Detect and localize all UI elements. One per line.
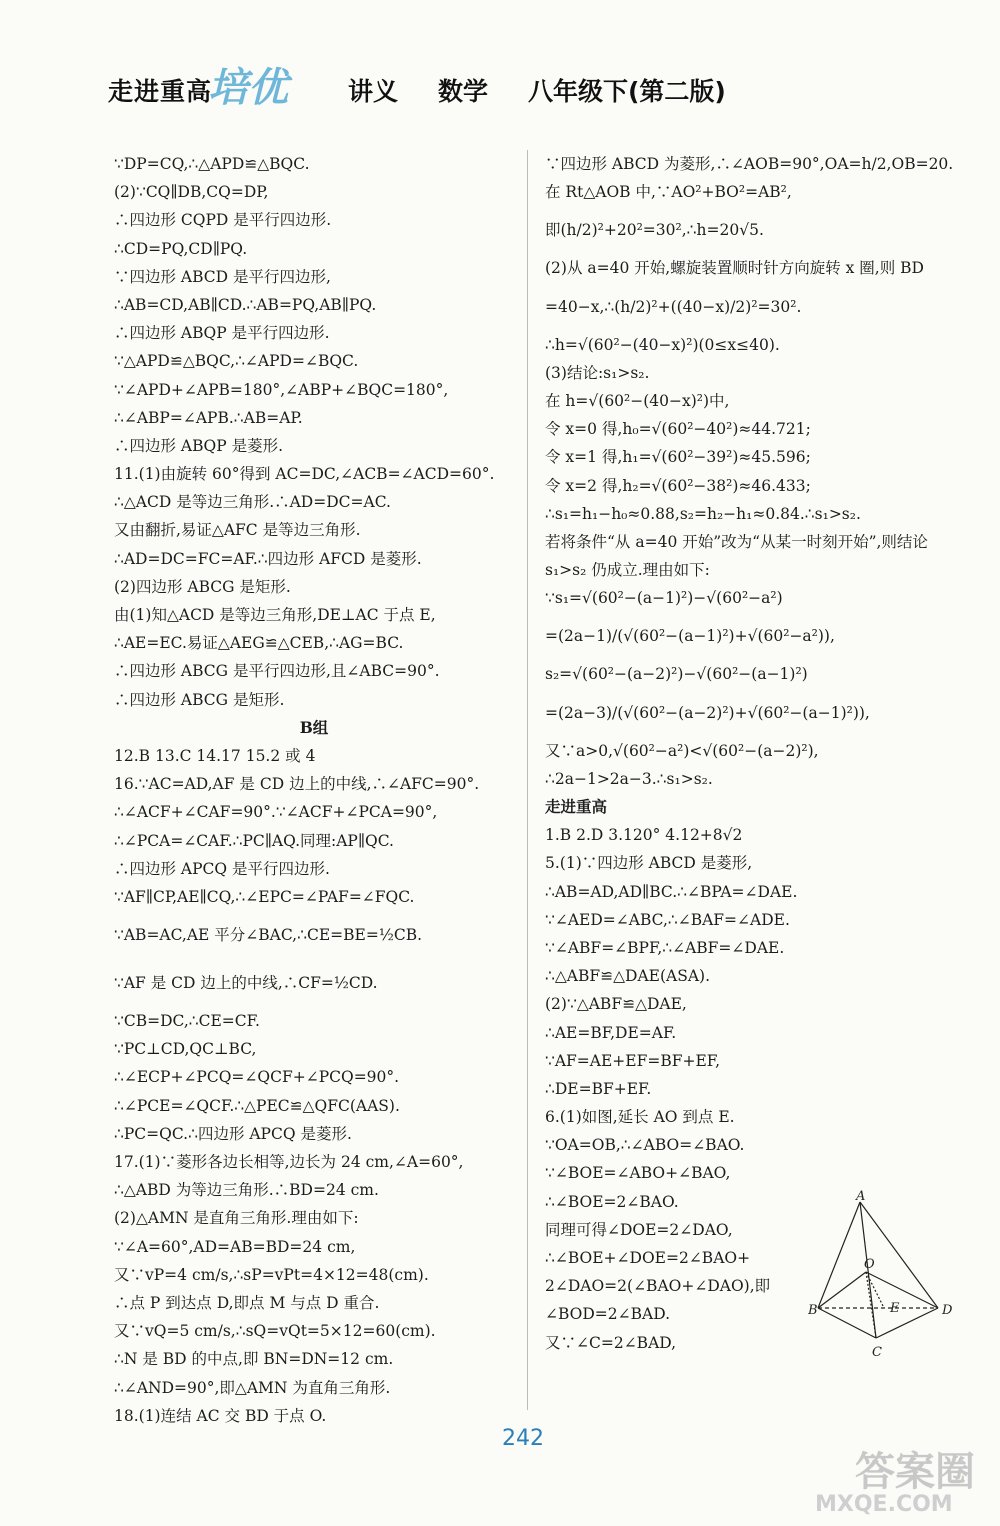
- answer-line: 又∵∠C=2∠BAD,: [545, 1333, 677, 1352]
- answer-line: 18.(1)连结 AC 交 BD 于点 O.: [114, 1406, 327, 1425]
- answer-line: =(2a−3)/(√(60²−(a−2)²)+√(60²−(a−1)²)),: [545, 703, 870, 722]
- answer-line: ∴AE=BF,DE=AF.: [545, 1023, 677, 1042]
- answer-line: 同理可得∠DOE=2∠DAO,: [545, 1220, 733, 1239]
- answer-line: ∴h=√(60²−(40−x)²)(0≤x≤40).: [545, 335, 780, 354]
- answer-line: 16.∵AC=AD,AF 是 CD 边上的中线,∴∠AFC=90°.: [114, 775, 480, 794]
- answer-line: ∴AD=DC=FC=AF.∴四边形 AFCD 是菱形.: [114, 549, 422, 568]
- edge-ad: [860, 1202, 938, 1308]
- label-c: C: [872, 1345, 882, 1360]
- answer-line: ∴四边形 ABQP 是平行四边形.: [114, 324, 330, 343]
- answer-line: =(2a−1)/(√(60²−(a−1)²)+√(60²−a²)),: [545, 627, 835, 646]
- answer-line: ∴N 是 BD 的中点,即 BN=DN=12 cm.: [114, 1350, 394, 1369]
- answer-line: 又∵vQ=5 cm/s,∴sQ=vQt=5×12=60(cm).: [114, 1322, 436, 1341]
- subject-label: 数学: [438, 77, 489, 106]
- watermark-url: MXQE.COM: [815, 1492, 953, 1517]
- answer-line: s₂=√(60²−(a−2)²)−√(60²−(a−1)²): [545, 665, 808, 684]
- answer-line: ∴∠PCA=∠CAF.∴PC∥AQ.同理:AP∥QC.: [114, 831, 394, 850]
- edge-bc: [818, 1308, 876, 1338]
- answer-line: 走进重高: [545, 797, 608, 816]
- answer-line: B组: [299, 717, 329, 737]
- answer-line: ∵∠BOE=∠ABO+∠BAO,: [545, 1164, 731, 1183]
- answer-line: (2)从 a=40 开始,螺旋装置顺时针方向旋转 x 圈,则 BD: [545, 259, 924, 278]
- answer-line: ∴∠BOE+∠DOE=2∠BAO+: [545, 1249, 751, 1267]
- watermark-logo: [815, 1440, 995, 1520]
- answer-line: ∵△APD≌△BQC,∴∠APD=∠BQC.: [114, 352, 359, 371]
- edge-od: [866, 1272, 938, 1308]
- pyramid-figure: [808, 1190, 958, 1360]
- answer-line: 又由翻折,易证△AFC 是等边三角形.: [114, 521, 361, 540]
- answer-line: ∴∠AND=90°,即△AMN 为直角三角形.: [114, 1378, 391, 1397]
- label-d: D: [942, 1303, 953, 1318]
- answer-line: 在 Rt△AOB 中,∵AO²+BO²=AB²,: [545, 183, 792, 202]
- answer-line: ∵∠APD+∠APB=180°,∠ABP+∠BQC=180°,: [114, 380, 449, 399]
- answer-line: 又∵vP=4 cm/s,∴sP=vPt=4×12=48(cm).: [114, 1265, 429, 1284]
- answer-line: =40−x,∴(h/2)²+((40−x)/2)²=30².: [545, 297, 802, 316]
- answer-line: 17.(1)∵菱形各边长相等,边长为 24 cm,∠A=60°,: [114, 1153, 464, 1171]
- book-brand-suffix: 讲义: [348, 77, 399, 106]
- answer-line: ∴DE=BF+EF.: [545, 1079, 652, 1098]
- column-divider: [527, 150, 528, 1410]
- answer-line: ∵s₁=√(60²−(a−1)²)−√(60²−a²): [545, 589, 783, 608]
- answer-line: ∵∠ABF=∠BPF,∴∠ABF=∠DAE.: [545, 938, 785, 957]
- answer-line: ∵OA=OB,∴∠ABO=∠BAO.: [545, 1136, 745, 1155]
- label-o: O: [864, 1257, 875, 1272]
- page-header: [108, 56, 908, 116]
- answer-line: ∴s₁=h₁−h₀≈0.88,s₂=h₂−h₁≈0.84.∴s₁>s₂.: [545, 504, 861, 523]
- answer-line: s₁>s₂ 仍成立.理由如下:: [545, 561, 710, 580]
- page-number: 242: [502, 1426, 544, 1451]
- answer-line: ∵CB=DC,∴CE=CF.: [114, 1012, 260, 1031]
- answer-line: 6.(1)如图,延长 AO 到点 E.: [545, 1108, 735, 1127]
- answer-line: (3)结论:s₁>s₂.: [545, 363, 650, 382]
- answer-line: ∵AF=AE+EF=BF+EF,: [545, 1051, 721, 1070]
- answer-line: ∴△ABF≌△DAE(ASA).: [545, 967, 710, 986]
- answer-line: 在 h=√(60²−(40−x)²)中,: [545, 391, 730, 410]
- answer-line: ∴∠ECP+∠PCQ=∠QCF+∠PCQ=90°.: [114, 1068, 400, 1087]
- answer-line: 若将条件“从 a=40 开始”改为“从某一时刻开始”,则结论: [545, 532, 928, 551]
- answer-line: 2∠DAO=2(∠BAO+∠DAO),即: [545, 1277, 771, 1296]
- answer-line: (2)∵△ABF≌△DAE,: [545, 995, 687, 1014]
- answer-line: ∴∠ACF+∠CAF=90°.∵∠ACF+∠PCA=90°,: [114, 803, 438, 822]
- left-column: [114, 150, 514, 1430]
- answer-line: ∵四边形 ABCD 为菱形,∴∠AOB=90°,OA=h/2,OB=20.: [545, 155, 954, 173]
- answer-line: ∵∠AED=∠ABC,∴∠BAF=∠ADE.: [545, 910, 790, 929]
- label-a: A: [856, 1190, 866, 1204]
- answer-line: ∵PC⊥CD,QC⊥BC,: [114, 1040, 257, 1059]
- answer-line: ∴四边形 APCQ 是平行四边形.: [114, 859, 330, 878]
- answer-line: ∵AF 是 CD 边上的中线,∴CF=½CD.: [114, 974, 378, 993]
- answer-line: ∴CD=PQ,CD∥PQ.: [114, 239, 248, 258]
- book-brand-prefix: 走进重高: [108, 77, 213, 106]
- book-brand-logo: 培优: [208, 65, 288, 111]
- answer-line: ∴四边形 ABQP 是菱形.: [114, 436, 284, 455]
- answer-line: 5.(1)∵四边形 ABCD 是菱形,: [545, 854, 753, 873]
- answer-line: ∴四边形 ABCG 是平行四边形,且∠ABC=90°.: [114, 662, 440, 681]
- answer-line: 令 x=2 得,h₂=√(60²−38²)≈46.433;: [545, 476, 811, 495]
- edge-cd: [876, 1308, 938, 1338]
- answer-line: ∴△ACD 是等边三角形.∴AD=DC=AC.: [114, 493, 391, 512]
- label-e: E: [890, 1301, 900, 1316]
- answer-line: ∴∠BOE=2∠BAO.: [545, 1192, 679, 1211]
- answer-line: 令 x=0 得,h₀=√(60²−40²)≈44.721;: [545, 420, 811, 439]
- watermark-main: 答案圈: [855, 1449, 975, 1495]
- answer-line: ∴∠PCE=∠QCF.∴△PEC≌△QFC(AAS).: [114, 1096, 400, 1115]
- answer-line: (2)∵CQ∥DB,CQ=DP,: [114, 183, 269, 202]
- answer-line: ∴AB=CD,AB∥CD.∴AB=PQ,AB∥PQ.: [114, 295, 377, 314]
- answer-line: ∴四边形 CQPD 是平行四边形.: [114, 211, 332, 230]
- answer-line: 11.(1)由旋转 60°得到 AC=DC,∠ACB=∠ACD=60°.: [114, 465, 495, 484]
- right-column: [545, 150, 965, 1357]
- answer-line: 12.B 13.C 14.17 15.2 或 4: [114, 746, 316, 765]
- answer-line: ∵四边形 ABCD 是平行四边形,: [114, 267, 331, 286]
- answer-line: ∵AF∥CP,AE∥CQ,∴∠EPC=∠PAF=∠FQC.: [114, 887, 415, 906]
- answer-line: ∴PC=QC.∴四边形 APCQ 是菱形.: [114, 1124, 352, 1143]
- answer-line: ∴四边形 ABCG 是矩形.: [114, 690, 285, 709]
- answer-line: ∠BOD=2∠BAD.: [545, 1305, 671, 1324]
- answer-line: ∴AE=EC.易证△AEG≌△CEB,∴AG=BC.: [114, 634, 404, 653]
- answer-line: 又∵a>0,√(60²−a²)<√(60²−(a−2)²),: [545, 741, 819, 760]
- answer-line: ∴点 P 到达点 D,即点 M 与点 D 重合.: [114, 1293, 380, 1312]
- answer-line: ∴2a−1>2a−3.∴s₁>s₂.: [545, 769, 713, 788]
- answer-line: (2)四边形 ABCG 是矩形.: [114, 577, 291, 596]
- answer-line: ∴AB=AD,AD∥BC.∴∠BPA=∠DAE.: [545, 882, 798, 901]
- edge-oc: [866, 1272, 876, 1338]
- answer-line: 由(1)知△ACD 是等边三角形,DE⊥AC 于点 E,: [114, 606, 436, 624]
- label-b: B: [808, 1303, 818, 1318]
- answer-line: ∵DP=CQ,∴△APD≌△BQC.: [114, 155, 310, 173]
- answer-line: 1.B 2.D 3.120° 4.12+8√2: [545, 826, 743, 845]
- answer-line: (2)△AMN 是直角三角形.理由如下:: [114, 1209, 359, 1228]
- answer-line: ∴△ABD 为等边三角形.∴BD=24 cm.: [114, 1181, 379, 1200]
- answer-line: ∵∠A=60°,AD=AB=BD=24 cm,: [114, 1237, 356, 1256]
- answer-line: 即(h/2)²+20²=30²,∴h=20√5.: [545, 221, 764, 240]
- answer-line: 令 x=1 得,h₁=√(60²−39²)≈45.596;: [545, 448, 811, 467]
- answer-line: ∴∠ABP=∠APB.∴AB=AP.: [114, 408, 303, 427]
- grade-label: 八年级下(第二版): [528, 77, 726, 106]
- answer-line: ∵AB=AC,AE 平分∠BAC,∴CE=BE=½CB.: [114, 926, 423, 945]
